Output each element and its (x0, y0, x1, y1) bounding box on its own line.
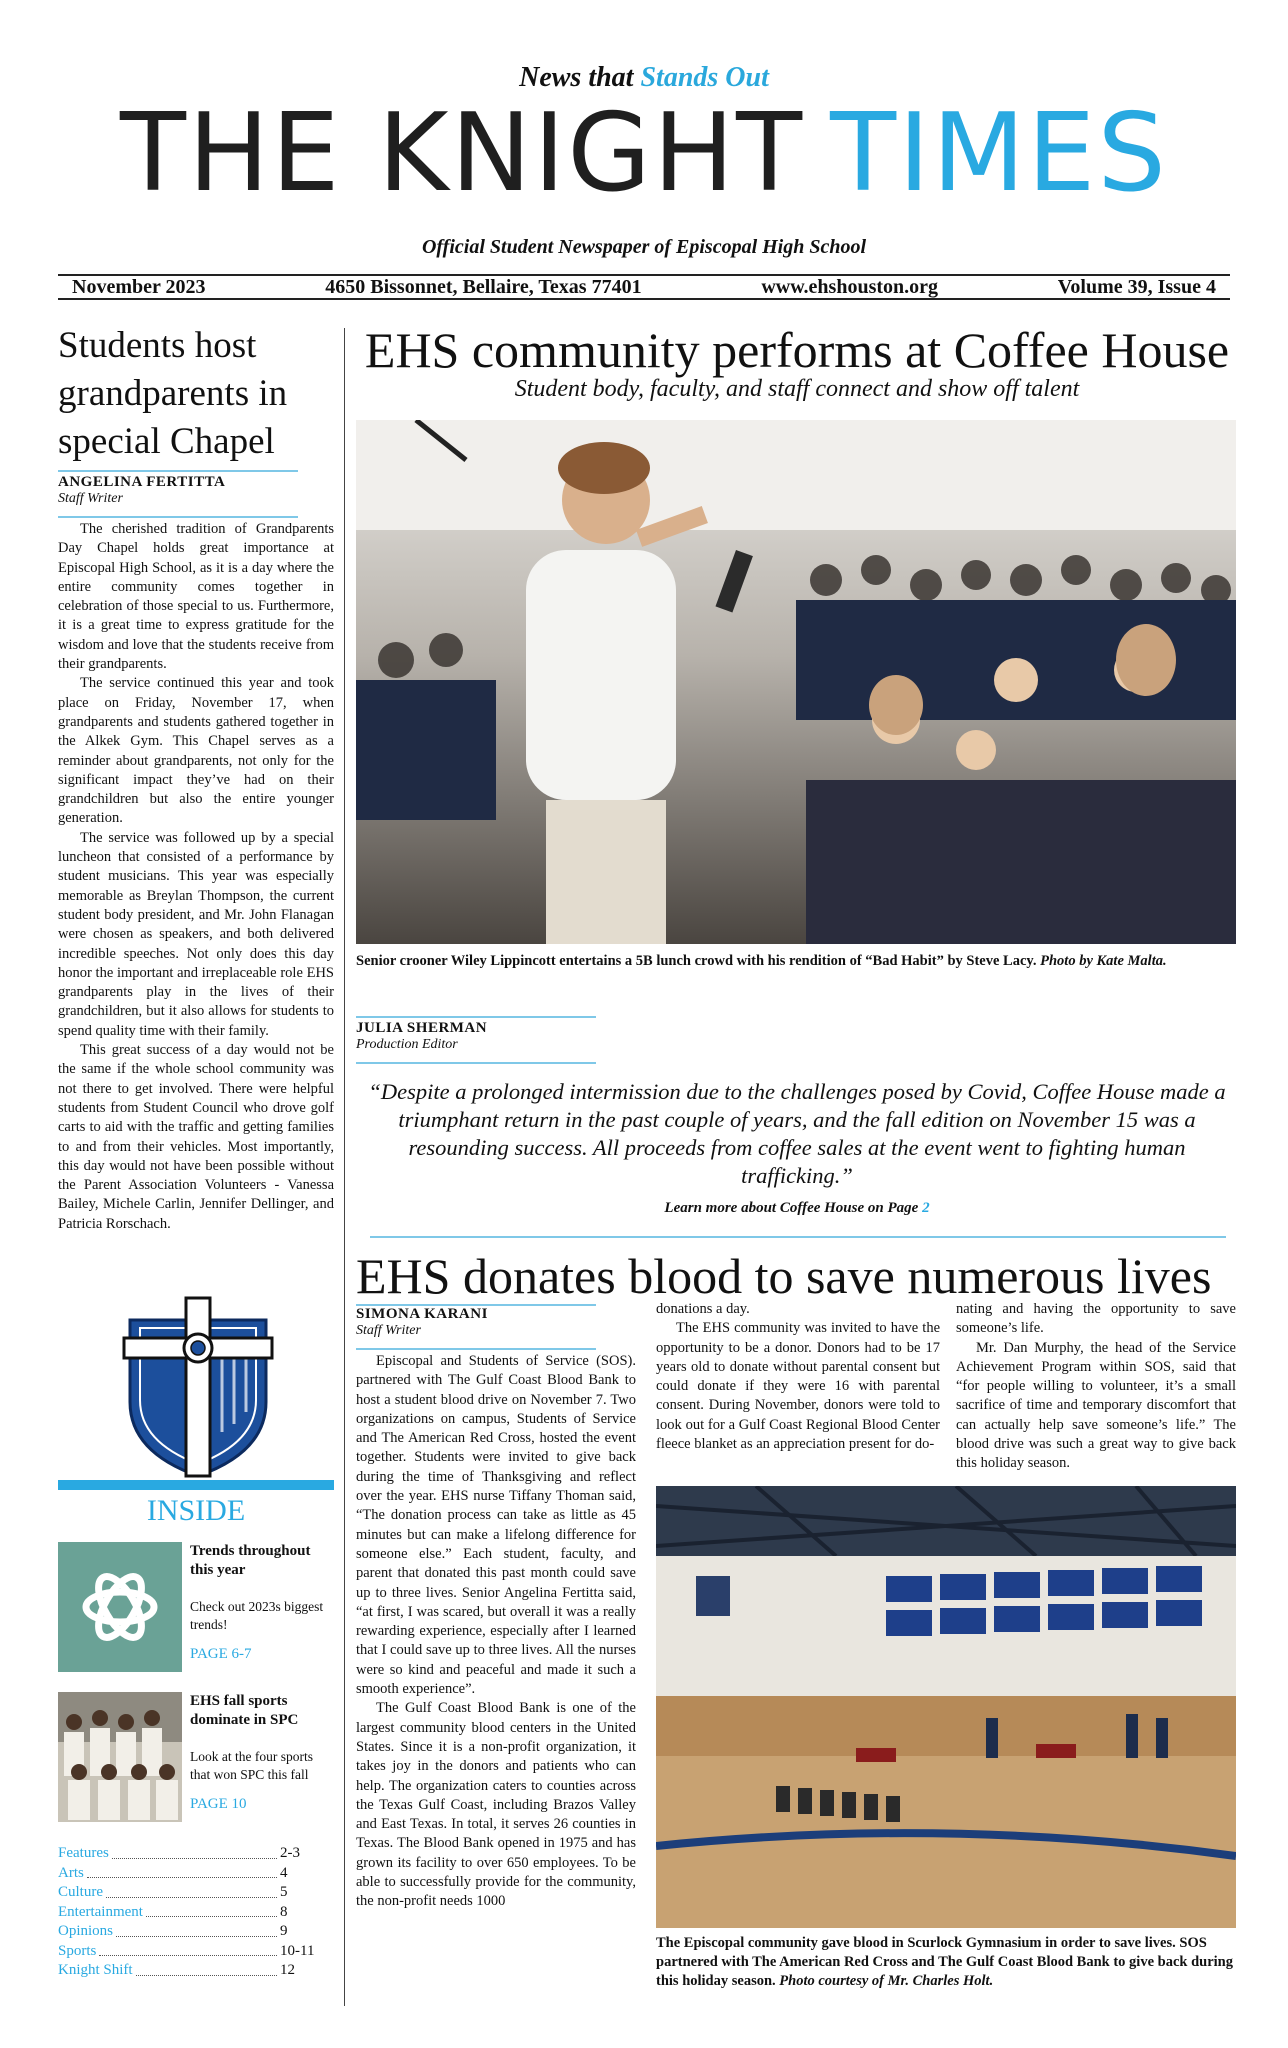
school-crest-logo (110, 1292, 286, 1480)
toc-row[interactable] (58, 1961, 334, 1981)
toc-pages: 4 (280, 1864, 288, 1881)
paragraph-continued: donations a day. (656, 1301, 750, 1317)
toc-leader (87, 1864, 277, 1879)
paragraph: The EHS community was invited to have the opportunity to be a donor. Donors had to be 17 years old to donate without parental consent but could donate if they were 16 with parental consent. During November, donors were told to look out for a Gulf Coast Regional Blood Center fleece blanket as an appreciation present for do- (656, 1320, 940, 1453)
caption-credit: Photo by Kate Malta. (1040, 953, 1167, 969)
inside-title: Trends throughout this year (190, 1543, 311, 1578)
divider-line (58, 470, 298, 472)
pull-quote: “Despite a prolonged intermission due to the challenges posed by Covid, Coffee House made a triumphant return in the past couple of years, and the fall edition on November 15 was a resounding success. All proceeds from coffee sales at the event went to fighting human trafficking.” (368, 1079, 1226, 1188)
toc-pages: 9 (280, 1923, 288, 1939)
toc-leader (136, 1961, 277, 1976)
author-name: JULIA SHERMAN (356, 1020, 488, 1036)
divider-line (58, 516, 298, 518)
openai-logo-thumbnail (58, 1542, 182, 1672)
toc-row[interactable] (58, 1922, 334, 1942)
divider-line (356, 1062, 596, 1064)
toc-pages: 5 (280, 1884, 288, 1900)
paragraph: This great success of a day would not be the same if the whole school community was not there to get involved. There were helpful students from Student Council who drove golf carts to aid with the traffic and getting families to and from their vehicles. Most importantly, this day would not have been possible without the Parent Association Volunteers - Vanessa Bailey, Michele Carlin, Jennifer Dellinger, and Patricia Rorschach. (58, 1042, 334, 1232)
photo-caption (656, 1934, 1238, 1991)
column-divider (344, 328, 345, 2006)
tagline (0, 62, 1288, 94)
inside-desc: Look at the four sports that won SPC this fall (190, 1749, 313, 1782)
inside-page-link[interactable]: PAGE 6-7 (190, 1646, 252, 1662)
toc-section[interactable]: Sports (58, 1942, 97, 1959)
left-story-body (58, 520, 334, 1234)
caption-text: The Episcopal community gave blood in Scurlock Gymnasium in order to save lives. SOS partnered with The American Red Cross and The Gulf Coast Blood Bank to give back during this holiday season. (656, 1935, 1233, 1989)
inside-bar (58, 1480, 334, 1490)
learn-more-page[interactable]: 2 (922, 1200, 930, 1216)
author-role: Production Editor (356, 1037, 458, 1052)
toc-leader (112, 1844, 277, 1859)
divider-line (356, 1016, 596, 1018)
tagline-prefix: News that (519, 62, 634, 93)
author-role: Staff Writer (356, 1323, 421, 1338)
inside-item[interactable] (58, 1542, 334, 1674)
paragraph-continued: nating and having the opportunity to save someone’s life. (956, 1301, 1236, 1337)
title-blue: TIMES (830, 91, 1168, 216)
toc-pages: 2-3 (280, 1845, 300, 1861)
toc-pages: 8 (280, 1903, 288, 1920)
school-website[interactable]: www.ehshouston.org (761, 275, 939, 298)
toc-row[interactable] (58, 1844, 334, 1864)
paragraph: The service was followed up by a special luncheon that consisted of a performance by student musicians. This year was especially memorable as Breylan Thompson, the current student body president, and Mr. John Flanagan were chosen as speakers, and both delivered incredible speeches. Not only does this day honor the important and irreplaceable role EHS grandparents play in the lives of their grandchildren, but it also allows for students to spend quality time with their family. (58, 829, 334, 1039)
inside-title: EHS fall sports dominate in SPC (190, 1693, 299, 1728)
paragraph: Mr. Dan Murphy, the head of the Service Achievement Program within SOS, said that “for people willing to volunteer, it’s a small sacrifice of time and temporary discomfort that can actually help save someone’s life.” The blood drive was such a great way to give back this holiday season. (956, 1339, 1236, 1472)
section-divider (370, 1236, 1226, 1238)
tagline-accent: Stands Out (640, 62, 769, 93)
toc-row[interactable] (58, 1903, 334, 1923)
author-name: SIMONA KARANI (356, 1306, 488, 1322)
blood-column-1 (356, 1352, 636, 1912)
issue-date: November 2023 (72, 275, 206, 298)
toc-section[interactable]: Knight Shift (58, 1962, 133, 1978)
toc-section[interactable]: Opinions (58, 1923, 114, 1939)
volume-issue: Volume 39, Issue 4 (1057, 275, 1216, 298)
learn-more[interactable] (356, 1200, 1238, 1217)
school-address: 4650 Bissonnet, Bellaire, Texas 77401 (325, 275, 642, 298)
blood-column-2 (656, 1300, 940, 1454)
caption-text: Senior crooner Wiley Lippincott entertains a 5B lunch crowd with his rendition of “Bad Habit” by Steve Lacy. (356, 953, 1037, 969)
left-headline: Students host grandparents in special Chapel (58, 325, 288, 462)
main-subhead: Student body, faculty, and staff connect and show off talent (514, 376, 1080, 402)
inside-page-link[interactable]: PAGE 10 (190, 1796, 247, 1812)
toc-section[interactable]: Features (58, 1845, 109, 1861)
photo-caption (356, 952, 1238, 971)
learn-more-text: Learn more about Coffee House on Page (664, 1200, 919, 1216)
toc-row[interactable] (58, 1864, 334, 1884)
sports-team-thumbnail (58, 1692, 182, 1822)
author-role: Staff Writer (58, 491, 123, 506)
toc-section[interactable]: Culture (58, 1884, 103, 1900)
main-headline: EHS community performs at Coffee House (364, 322, 1230, 378)
main-byline (356, 1020, 656, 1053)
paragraph: Episcopal and Students of Service (SOS). partnered with The Gulf Coast Blood Bank to host a student blood drive on November 7. Two organizations on campus, Students of Service and The American Red Cross, hosted the event together. Students were invited to give back during the time of Thanksgiving and reflect over the year. EHS nurse Tiffany Thoman said, “The donation process can take as little as 45 minutes but can make a lifelong difference for someone else.” Each student, faculty, and parent that donated this past month could save up to three lives. Senior Angelina Fertitta said, “at first, I was scared, but overall it was a really rewarding experience, especially after I learned that I could save up to three lives. All the nurses were so kind and peaceful and made it such a smooth experience”. (356, 1353, 636, 1698)
toc-row[interactable] (58, 1942, 334, 1962)
blood-byline (356, 1306, 626, 1339)
toc-leader (146, 1903, 277, 1918)
toc-leader (106, 1883, 277, 1898)
gymnasium-blood-drive-photo (656, 1486, 1236, 1928)
inside-item[interactable] (58, 1692, 334, 1824)
inside-label: INSIDE (146, 1494, 246, 1527)
title-dark: THE KNIGHT (120, 91, 805, 216)
toc-section[interactable]: Arts (58, 1864, 84, 1881)
toc-pages: 10-11 (280, 1942, 315, 1959)
toc-pages: 12 (280, 1962, 295, 1978)
left-byline (58, 474, 320, 507)
coffee-house-performance-photo (356, 420, 1236, 944)
toc-row[interactable] (58, 1883, 334, 1903)
toc-leader (99, 1942, 277, 1957)
toc-section[interactable]: Entertainment (58, 1903, 143, 1920)
newspaper-title (0, 91, 1288, 216)
paragraph: The cherished tradition of Grandparents Day Chapel holds great importance at Episcopal High School, as it is a day where the entire community comes together in celebration of those special to us. Furthermore, it is a great time to express gratitude for the wisdom and love that the students receive from their grandparents. (58, 521, 334, 673)
inside-desc: Check out 2023s biggest trends! (190, 1599, 324, 1632)
info-bar (58, 274, 1230, 300)
blood-column-3 (956, 1300, 1236, 1474)
official-line: Official Student Newspaper of Episcopal High School (421, 236, 867, 258)
paragraph: The Gulf Coast Blood Bank is one of the largest community blood centers in the United States. Since it is a non-profit organization, it takes joy in the donors and patients who can help. The organization caters to counties across the Texas Gulf Coast, including Brazos Valley and East Texas. In total, it serves 26 counties in Texas. The Blood Bank opened in 1975 and has grown its facility to over 650 employees. To be able to successfully provide for the community, the non-profit needs 1000 (356, 1700, 636, 1910)
divider-line (356, 1348, 596, 1350)
blood-headline: EHS donates blood to save numerous lives (356, 1248, 1212, 1304)
toc-leader (116, 1922, 277, 1937)
caption-credit: Photo courtesy of Mr. Charles Holt. (779, 1973, 994, 1989)
table-of-contents (58, 1844, 334, 1981)
paragraph: The service continued this year and took place on Friday, November 17, when grandparents and students gathered together in the Alkek Gym. This Chapel serves as a reminder about grandparents, not only for the significant impact they’ve had on their grandchildren but also the entire younger generation. (58, 675, 334, 827)
author-name: ANGELINA FERTITTA (58, 474, 226, 490)
